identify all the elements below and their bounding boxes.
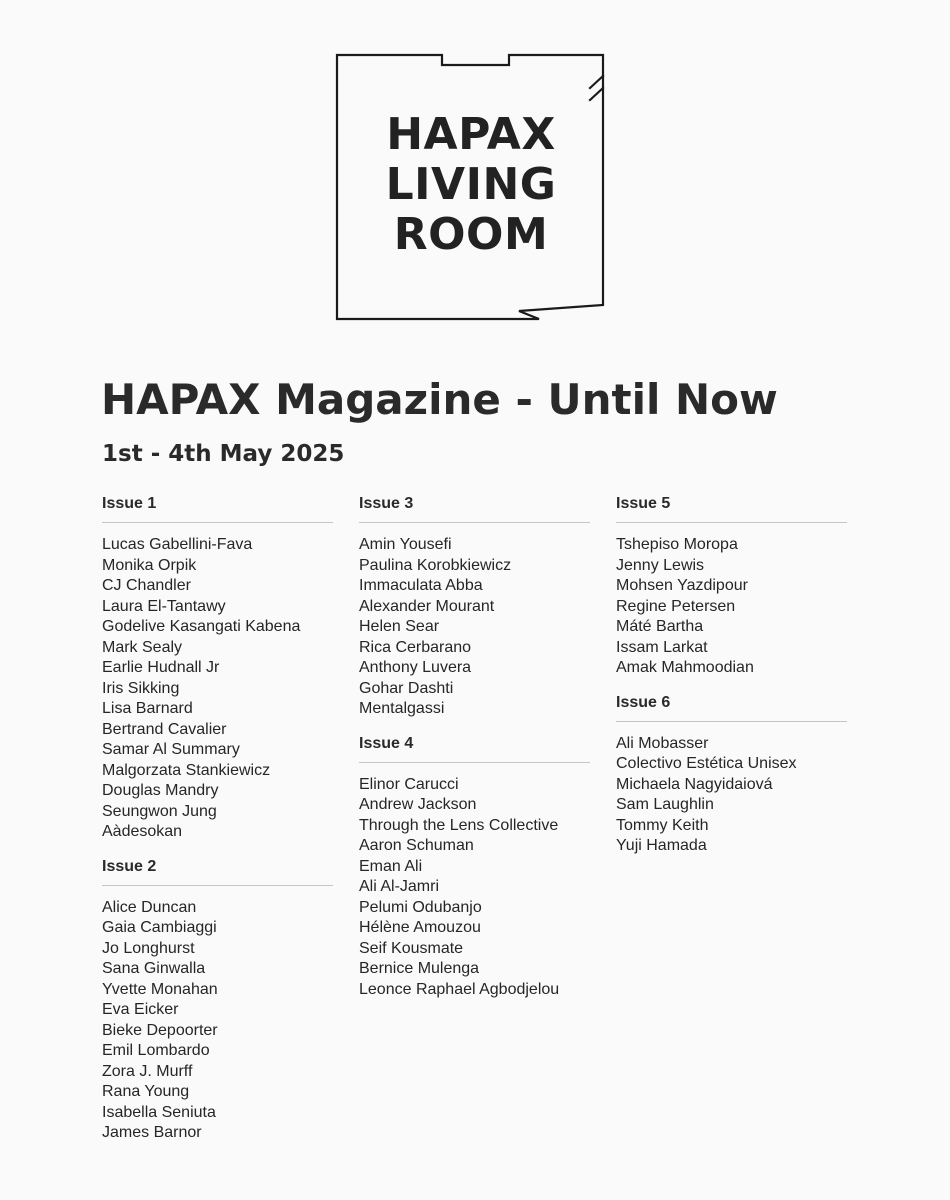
contributor-name: Colectivo Estética Unisex xyxy=(616,755,797,772)
contributor-name: Earlie Hudnall Jr xyxy=(102,659,220,676)
contributor-name: Bertrand Cavalier xyxy=(102,720,227,738)
contributor-name: Eman Ali xyxy=(359,857,423,875)
contributor-name: Issam Larkat xyxy=(616,638,708,656)
logo-wordmark xyxy=(334,110,608,260)
contributor-name: Aaron Schuman xyxy=(359,837,474,854)
issue-1-divider xyxy=(102,522,333,523)
contributor-name: Alexander Mourant xyxy=(359,597,495,615)
contributor-name: Hélène Amouzou xyxy=(359,919,481,936)
contributor-name: Aàdesokan xyxy=(102,823,183,840)
contributor-name: Jenny Lewis xyxy=(616,556,705,574)
issue-1-heading: Issue 1 xyxy=(102,495,157,512)
issue-5-contributors xyxy=(616,535,851,679)
contributor-name: Tshepiso Moropa xyxy=(616,536,738,553)
logo-line-living: LIVING xyxy=(385,159,557,210)
contributor-name: Lisa Barnard xyxy=(102,700,193,717)
contributor-name: CJ Chandler xyxy=(102,577,191,594)
contributor-name: Regine Petersen xyxy=(616,597,736,615)
issue-1-section xyxy=(102,493,337,843)
issue-4-section xyxy=(359,733,594,1001)
issue-5-section xyxy=(616,493,851,679)
page-title: HAPAX Magazine - Until Now xyxy=(101,375,778,424)
contributor-name: Ali Mobasser xyxy=(616,734,709,752)
contributor-name: Elinor Carucci xyxy=(359,775,459,793)
issue-2-divider xyxy=(102,885,333,886)
issue-2-contributors xyxy=(102,898,337,1144)
contributor-name: Yvette Monahan xyxy=(102,980,218,998)
contributor-name: Godelive Kasangati Kabena xyxy=(102,618,301,635)
event-dates: 1st - 4th May 2025 xyxy=(102,441,345,467)
issue-2-heading: Issue 2 xyxy=(102,857,157,875)
logo-line-room: ROOM xyxy=(393,209,549,260)
logo-line-hapax: HAPAX xyxy=(386,109,556,160)
contributor-name: Immaculata Abba xyxy=(359,577,483,594)
issue-4-heading: Issue 4 xyxy=(359,734,414,752)
contributor-name: Zora J. Murff xyxy=(102,1062,193,1080)
issue-5-divider xyxy=(616,522,847,523)
contributor-name: Samar Al Summary xyxy=(102,741,240,758)
issue-3-divider xyxy=(359,522,590,523)
issue-6-heading: Issue 6 xyxy=(616,693,671,711)
contributor-name: Monika Orpik xyxy=(102,556,197,574)
issue-1-contributors xyxy=(102,535,337,843)
contributor-name: Michaela Nagyidaiová xyxy=(616,775,773,793)
contributor-name: Emil Lombardo xyxy=(102,1042,210,1059)
contributor-name: Amin Yousefi xyxy=(359,536,452,553)
issue-2-section xyxy=(102,856,337,1144)
issue-5-heading: Issue 5 xyxy=(616,495,671,512)
contributor-name: Lucas Gabellini-Fava xyxy=(102,536,253,553)
contributor-name: Mentalgassi xyxy=(359,700,445,717)
contributor-name: Leonce Raphael Agbodjelou xyxy=(359,980,560,998)
contributor-name: Anthony Luvera xyxy=(359,659,472,676)
contributor-name: Through the Lens Collective xyxy=(359,816,559,834)
issue-6-section xyxy=(616,692,851,857)
contributor-name: Eva Eicker xyxy=(102,1001,179,1018)
contributor-name: Sana Ginwalla xyxy=(102,960,206,977)
issue-3-section xyxy=(359,493,594,720)
contributor-name: Gaia Cambiaggi xyxy=(102,919,217,936)
contributor-name: Rana Young xyxy=(102,1083,190,1100)
contributor-name: Seungwon Jung xyxy=(102,802,217,820)
contributor-name: Alice Duncan xyxy=(102,898,197,916)
contributor-name: Gohar Dashti xyxy=(359,679,454,697)
issue-3-heading: Issue 3 xyxy=(359,495,414,512)
contributor-name: Amak Mahmoodian xyxy=(616,659,754,676)
column-middle xyxy=(359,493,594,1013)
contributor-name: Ali Al-Jamri xyxy=(359,878,440,895)
contributor-name: Paulina Korobkiewicz xyxy=(359,556,512,574)
issue-6-divider xyxy=(616,721,847,722)
issue-4-contributors xyxy=(359,775,594,1001)
contributor-name: Bieke Depoorter xyxy=(102,1021,218,1039)
contributor-name: Tommy Keith xyxy=(616,816,709,834)
contributor-name: Sam Laughlin xyxy=(616,796,714,813)
contributor-name: Bernice Mulenga xyxy=(359,960,480,977)
contributor-name: Douglas Mandry xyxy=(102,782,219,799)
contributor-name: Malgorzata Stankiewicz xyxy=(102,761,271,779)
contributor-name: Mark Sealy xyxy=(102,638,183,656)
contributor-name: Pelumi Odubanjo xyxy=(359,898,482,916)
contributor-name: Mohsen Yazdipour xyxy=(616,577,748,594)
contributor-name: Jo Longhurst xyxy=(102,939,195,957)
contributor-name: James Barnor xyxy=(102,1124,202,1141)
issue-3-contributors xyxy=(359,535,594,720)
contributor-name: Andrew Jackson xyxy=(359,796,477,813)
issue-4-divider xyxy=(359,762,590,763)
contributor-name: Rica Cerbarano xyxy=(359,638,472,656)
contributor-name: Laura El-Tantawy xyxy=(102,597,226,615)
hapax-living-room-logo xyxy=(334,52,608,324)
contributor-name: Helen Sear xyxy=(359,618,440,635)
column-right xyxy=(616,493,851,870)
contributor-name: Máté Bartha xyxy=(616,618,704,635)
contributor-name: Yuji Hamada xyxy=(616,837,707,854)
contributor-name: Iris Sikking xyxy=(102,679,180,697)
column-left xyxy=(102,493,337,1157)
issue-6-contributors xyxy=(616,734,851,857)
contributor-name: Seif Kousmate xyxy=(359,939,464,957)
contributor-name: Isabella Seniuta xyxy=(102,1103,216,1121)
